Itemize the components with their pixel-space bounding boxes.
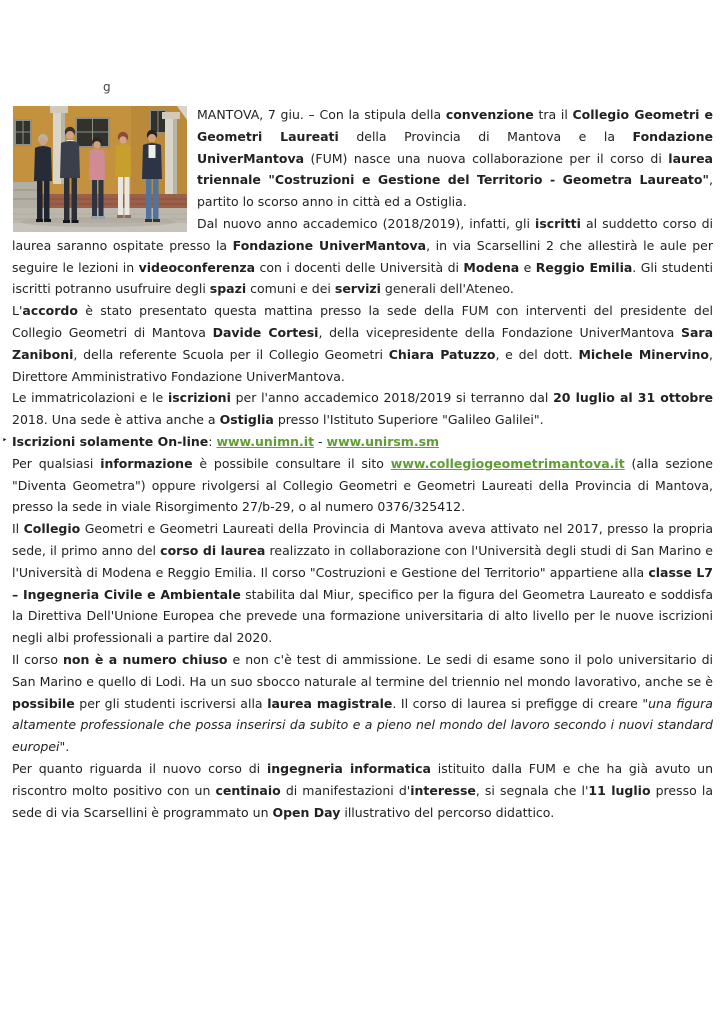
text-segment: istituito dalla FUM e che ha già avuto un riscontro molto positivo con un xyxy=(12,760,714,798)
text-segment: interesse xyxy=(410,782,476,798)
text-segment: classe L7 – Ingegneria Civile e Ambientale xyxy=(12,564,713,602)
text-segment: Reggio Emilia xyxy=(535,259,633,275)
text-segment: per l'anno accademico 2018/2019 si terranno dal xyxy=(230,390,554,406)
cropped-text-glyph: g xyxy=(103,80,111,94)
text-segment: , della referente Scuola per il Collegio Geometri xyxy=(73,346,389,362)
text-segment: laurea magistrale xyxy=(267,695,393,711)
text-segment: Sara Zaniboni xyxy=(12,324,714,362)
text-segment: (alla sezione "Diventa Geometra") oppure rivolgersi al Collegio Geometri e Geometri Laureati della Provincia di Mantova, presso la sede in viale Risorgimento 27/b-29, o al numero 0376/325412. xyxy=(12,455,713,515)
text-segment: Geometri e Geometri Laureati della Provincia di Mantova aveva attivato nel 2017, presso la propria sede, il primo anno del xyxy=(12,521,713,558)
paragraph xyxy=(12,649,713,758)
text-segment: Per quanto riguarda il nuovo corso di xyxy=(12,760,267,776)
text-segment: presso la sede di via Scarsellini è programmato un xyxy=(12,782,713,820)
text-segment: , della vicepresidente della Fondazione UniverMantova xyxy=(318,324,681,340)
text-segment: laurea triennale "Costruzioni e Gestione del Territorio - Geometra Laureato" xyxy=(197,150,713,188)
text-segment: 11 luglio xyxy=(588,782,651,798)
text-segment: Michele Minervino xyxy=(578,346,710,362)
text-segment: Fondazione UniverMantova xyxy=(232,237,427,253)
text-segment: MANTOVA, 7 giu. – Con la stipula della xyxy=(197,107,446,122)
text-segment: Dal nuovo anno accademico (2018/2019), infatti, gli xyxy=(197,215,536,231)
text-segment: Il xyxy=(12,521,24,537)
text-segment: . Gli studenti iscritti potranno usufruire degli xyxy=(12,259,714,297)
article-body xyxy=(2,104,714,823)
text-segment: al suddetto corso di laurea saranno ospitate presso la xyxy=(12,215,713,253)
text-segment: tra il xyxy=(533,107,573,122)
text-segment: Per qualsiasi xyxy=(12,455,101,471)
paragraph xyxy=(12,387,713,431)
text-segment: , si segnala che l' xyxy=(475,782,589,798)
text-segment: e xyxy=(519,259,536,275)
text-segment: videoconferenza xyxy=(138,259,256,275)
text-segment: , Direttore Amministrativo Fondazione UniverMantova. xyxy=(12,346,713,384)
text-segment: è possibile consultare il sito xyxy=(192,455,391,471)
text-segment: non è a numero chiuso xyxy=(63,651,228,667)
text-segment: centinaio xyxy=(215,782,281,798)
text-segment: generali dell'Ateneo. xyxy=(380,281,514,297)
paragraph xyxy=(12,758,713,823)
text-segment: convenzione xyxy=(445,107,534,122)
paragraph xyxy=(12,518,713,649)
cropped-text-fragment xyxy=(103,80,117,101)
text-segment: Iscrizioni solamente On-line xyxy=(12,433,209,449)
text-segment: iscritti xyxy=(535,215,581,231)
text-segment: servizi xyxy=(334,281,381,297)
text-segment: una figura altamente professionale che possa inserirsi da subito e a pieno nel mondo del lavoro secondo i nuovi standard europei xyxy=(12,695,713,755)
text-segment: stabilita dal Miur, specifico per la figura del Geometra Laureato e soddisfa la Direttiva Dell'Unione Europea che prevede una formazione universitaria di alto livello per le nuove iscrizioni negli albi professionali a partire dal 2020. xyxy=(12,586,713,646)
text-segment: 20 luglio al 31 ottobre xyxy=(553,390,713,406)
text-segment: - xyxy=(314,433,327,449)
bullet-icon: ‣ xyxy=(2,435,8,446)
text-segment: 2018. Una sede è attiva anche a xyxy=(12,412,220,428)
text-segment: Ostiglia xyxy=(219,412,274,428)
text-segment: , in via Scarsellini 2 che allestirà le aule per seguire le lezioni in xyxy=(12,237,713,275)
text-segment: con i docenti delle Università di xyxy=(255,259,464,275)
window-icon xyxy=(14,119,32,146)
paragraph xyxy=(12,453,713,518)
text-segment: Il corso xyxy=(12,651,64,667)
text-segment: L' xyxy=(12,303,23,319)
text-segment: per gli studenti iscriversi alla xyxy=(74,695,268,711)
text-segment: iscrizioni xyxy=(167,390,231,406)
text-segment: illustrativo del percorso didattico. xyxy=(340,804,555,820)
text-segment: possibile xyxy=(12,695,75,711)
text-segment: Davide Cortesi xyxy=(212,324,319,340)
article-photo xyxy=(13,106,187,232)
paragraph xyxy=(12,300,713,387)
text-segment: (FUM) nasce una nuova collaborazione per il corso di xyxy=(304,150,669,166)
text-segment: è stato presentato questa mattina presso la sede della FUM con interventi del presidente del Collegio Geometri di Mantova xyxy=(12,303,713,340)
text-segment: Collegio xyxy=(23,521,81,537)
text-segment: di manifestazioni d' xyxy=(280,782,411,798)
text-segment: realizzato in collaborazione con l'Università degli studi di San Marino e l'Università di Modena e Reggio Emilia. Il corso "Costruzioni e Gestione del Territorio" appartiene alla xyxy=(12,542,713,580)
text-segment: spazi xyxy=(209,281,247,297)
text-segment: accordo xyxy=(22,303,78,319)
text-segment: Open Day xyxy=(272,804,341,820)
link-www-unimn-it[interactable]: www.unimn.it xyxy=(216,433,315,449)
steps-icon xyxy=(13,182,41,209)
bullet-paragraph xyxy=(2,431,713,453)
text-segment: e non c'è test di ammissione. Le sedi di esame sono il polo universitario di San Marino e quello di Lodi. Ha un suo sbocco naturale al termine del triennio nel mondo lavorativo, anche se è xyxy=(12,651,713,689)
text-segment: Chiara Patuzzo xyxy=(388,346,496,362)
text-segment: Collegio Geometri e Geometri Laureati xyxy=(197,107,713,144)
text-segment: Modena xyxy=(463,259,520,275)
text-segment: . Il corso di laurea si prefigge di creare " xyxy=(392,695,649,711)
text-segment: , partito lo scorso anno in città ed a Ostiglia. xyxy=(197,172,713,210)
text-segment: : xyxy=(208,433,217,449)
text-segment: , e del dott. xyxy=(495,346,579,362)
text-segment: Fondazione UniverMantova xyxy=(197,128,713,166)
group-photo-illustration xyxy=(13,106,187,232)
text-segment: informazione xyxy=(100,455,193,471)
link-www-collegiogeometrimantova-it[interactable]: www.collegiogeometrimantova.it xyxy=(390,455,625,471)
text-segment: della Provincia di Mantova e la xyxy=(338,128,633,144)
text-segment: ingegneria informatica xyxy=(266,760,431,776)
text-segment: corso di laurea xyxy=(160,542,266,558)
text-segment: ". xyxy=(59,739,70,755)
text-segment: Le immatricolazioni e le xyxy=(12,390,168,406)
link-www-unirsm-sm[interactable]: www.unirsm.sm xyxy=(326,433,440,449)
text-segment: presso l'Istituto Superiore "Galileo Galilei". xyxy=(273,412,544,428)
text-segment: comuni e dei xyxy=(246,281,335,297)
